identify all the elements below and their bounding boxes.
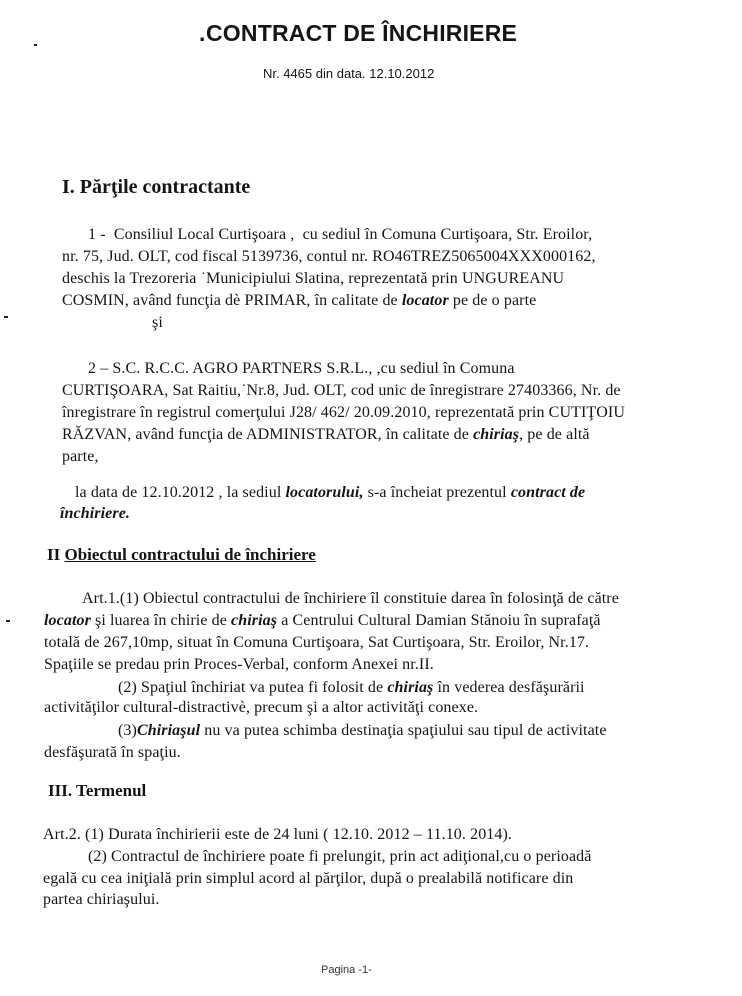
party2-line-2: CURTIŞOARA, Sat Raitiu,˙Nr.8, Jud. OLT, cod unic de înregistrare 27403366, Nr. de [62,382,621,399]
party2-line-4: RĂZVAN, având funcţia de ADMINISTRATOR, în calitate de chiriaş, pe de altă [62,426,590,443]
section-heading-parties: I. Părţile contractante [62,176,251,198]
scan-speck [4,316,8,318]
art1-para3-line-1: (3)Chiriaşul nu va putea schimba destinaţia spaţiului sau tipul de activitate [118,722,607,739]
section-heading-term: III. Termenul [48,781,147,800]
art1-line-3: totală de 267,10mp, situat în Comuna Curtişoara, Sat Curtişoara, Str. Eroilor, Nr.17. [44,634,590,651]
role-chirias: chiriaş [473,426,520,443]
art1-line-1: Art.1.(1) Obiectul contractului de închiriere îl constituie darea în folosinţă de către [82,590,619,607]
party2-line-1: 2 – S.C. R.C.C. AGRO PARTNERS S.R.L., ,cu sediul în Comuna [88,360,515,377]
conclusion-line-1: la data de 12.10.2012 , la sediul locatorului, s-a încheiat prezentul contract de [75,484,586,501]
party1-line-4: COSMIN, având funcţia dè PRIMAR, în calitate de locator pe de o parte [62,292,537,309]
scan-speck [34,44,37,46]
conclusion-line-2: închiriere. [60,505,130,522]
art1-para3-line-2: desfăşurată în spaţiu. [44,744,181,761]
party2-line-3: înregistrare în registrul comerţului J28/ 462/ 20.09.2010, reprezentată prin CUTIŢOIU [62,404,626,421]
art1-line-2: locator şi luarea în chirie de chiriaş a Centrului Cultural Damian Stănoiu în suprafaţă [44,612,601,629]
contract-number-line: Nr. 4465 din data. 12.10.2012 [263,66,435,81]
party1-line-2: nr. 75, Jud. OLT, cod fiscal 5139736, contul nr. RO46TREZ5065004XXX000162, [62,248,596,265]
title-dot: . [199,20,206,46]
role-locator: locator [401,292,449,309]
art1-line-4: Spaţiile se predau prin Proces-Verbal, conform Anexei nr.II. [44,656,434,673]
page-number-footer: Pagina -1- [321,964,372,976]
art1-para2-line-2: activităţilor cultural-distractivè, precum şi a altor activităţi conexe. [44,699,479,716]
art2-line-1: Art.2. (1) Durata închirierii este de 24 luni ( 12.10. 2012 – 11.10. 2014). [43,826,513,843]
party2-line-5: parte, [62,448,99,465]
scan-speck [6,620,10,622]
art2-line-3: egală cu cea iniţială prin simplul acord al părţilor, după o prealabilă notificare din [43,870,574,887]
party1-line-3: deschis la Trezoreria ˙Municipiului Slatina, reprezentată prin UNGUREANU [62,270,565,287]
art2-line-2: (2) Contractul de închiriere poate fi prelungit, prin act adiţional,cu o perioadă [88,848,592,865]
section-heading-object: II Obiectul contractului de închiriere [47,545,316,564]
party1-line-1: 1 - Consiliul Local Curtişoara , cu sediul în Comuna Curtişoara, Str. Eroilor, [88,226,593,243]
party-connector: şi [152,314,163,331]
document-title: CONTRACT DE ÎNCHIRIERE [206,20,518,46]
art1-para2-line-1: (2) Spaţiul închiriat va putea fi folosit de chiriaş în vederea desfăşurării [118,679,585,696]
art2-line-4: partea chiriaşului. [43,891,160,908]
